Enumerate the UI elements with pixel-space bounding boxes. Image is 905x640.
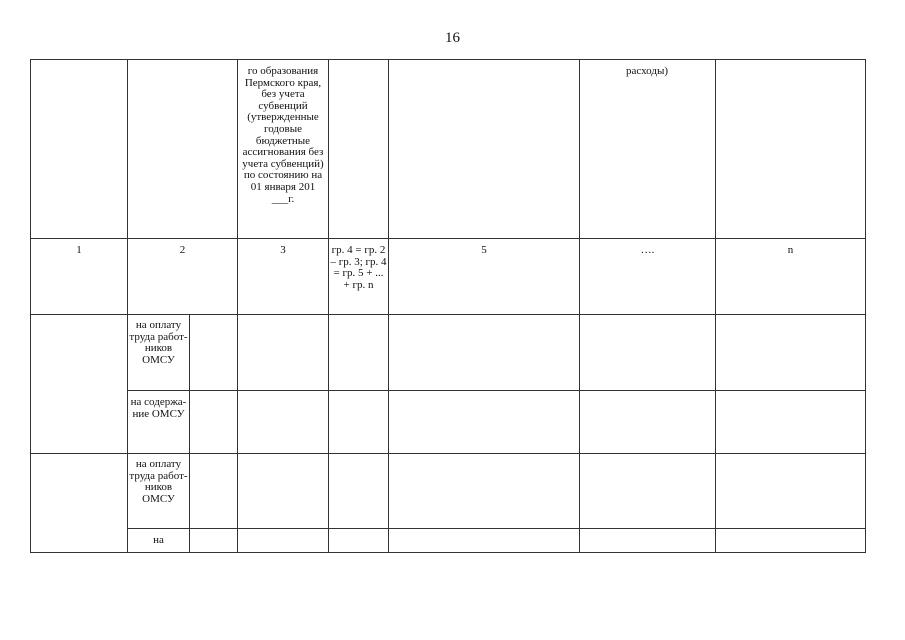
column-number-2: 2 [179, 244, 186, 256]
table-line [30, 59, 31, 553]
table-line [237, 59, 238, 553]
table-line [127, 59, 128, 553]
row-label: на оплату труда работ- ников ОМСУ [129, 458, 188, 505]
table-line [30, 238, 866, 239]
header-cell-col6: расходы) [625, 65, 669, 77]
row-label: на содержа- ние ОМСУ [130, 396, 187, 420]
table-line [715, 59, 716, 553]
table-line [30, 552, 866, 553]
header-cell-col3: го образования Пермского края, без учета субвенций (утвержденные годовые бюджетные ассигнования без учета субвенций) по состоянию на 01 января 201 ___г. [242, 65, 324, 205]
column-number-3: 3 [280, 244, 286, 256]
column-number-4: гр. 4 = гр. 2 – гр. 3; гр. 4 = гр. 5 + ... + гр. n [330, 244, 387, 291]
table-line [328, 59, 329, 553]
table-line [30, 314, 866, 315]
row-label: на [153, 534, 164, 546]
column-number-7: n [787, 244, 794, 256]
column-number-6: …. [640, 244, 655, 256]
table-line [30, 453, 866, 454]
column-number-1: 1 [76, 244, 82, 256]
column-number-5: 5 [481, 244, 487, 256]
table-line [30, 59, 866, 60]
table-line [189, 314, 190, 553]
page-number: 16 [445, 30, 460, 46]
table-line [388, 59, 389, 553]
table-line [865, 59, 866, 553]
row-label: на оплату труда работ- ников ОМСУ [129, 319, 188, 366]
table-line [579, 59, 580, 553]
